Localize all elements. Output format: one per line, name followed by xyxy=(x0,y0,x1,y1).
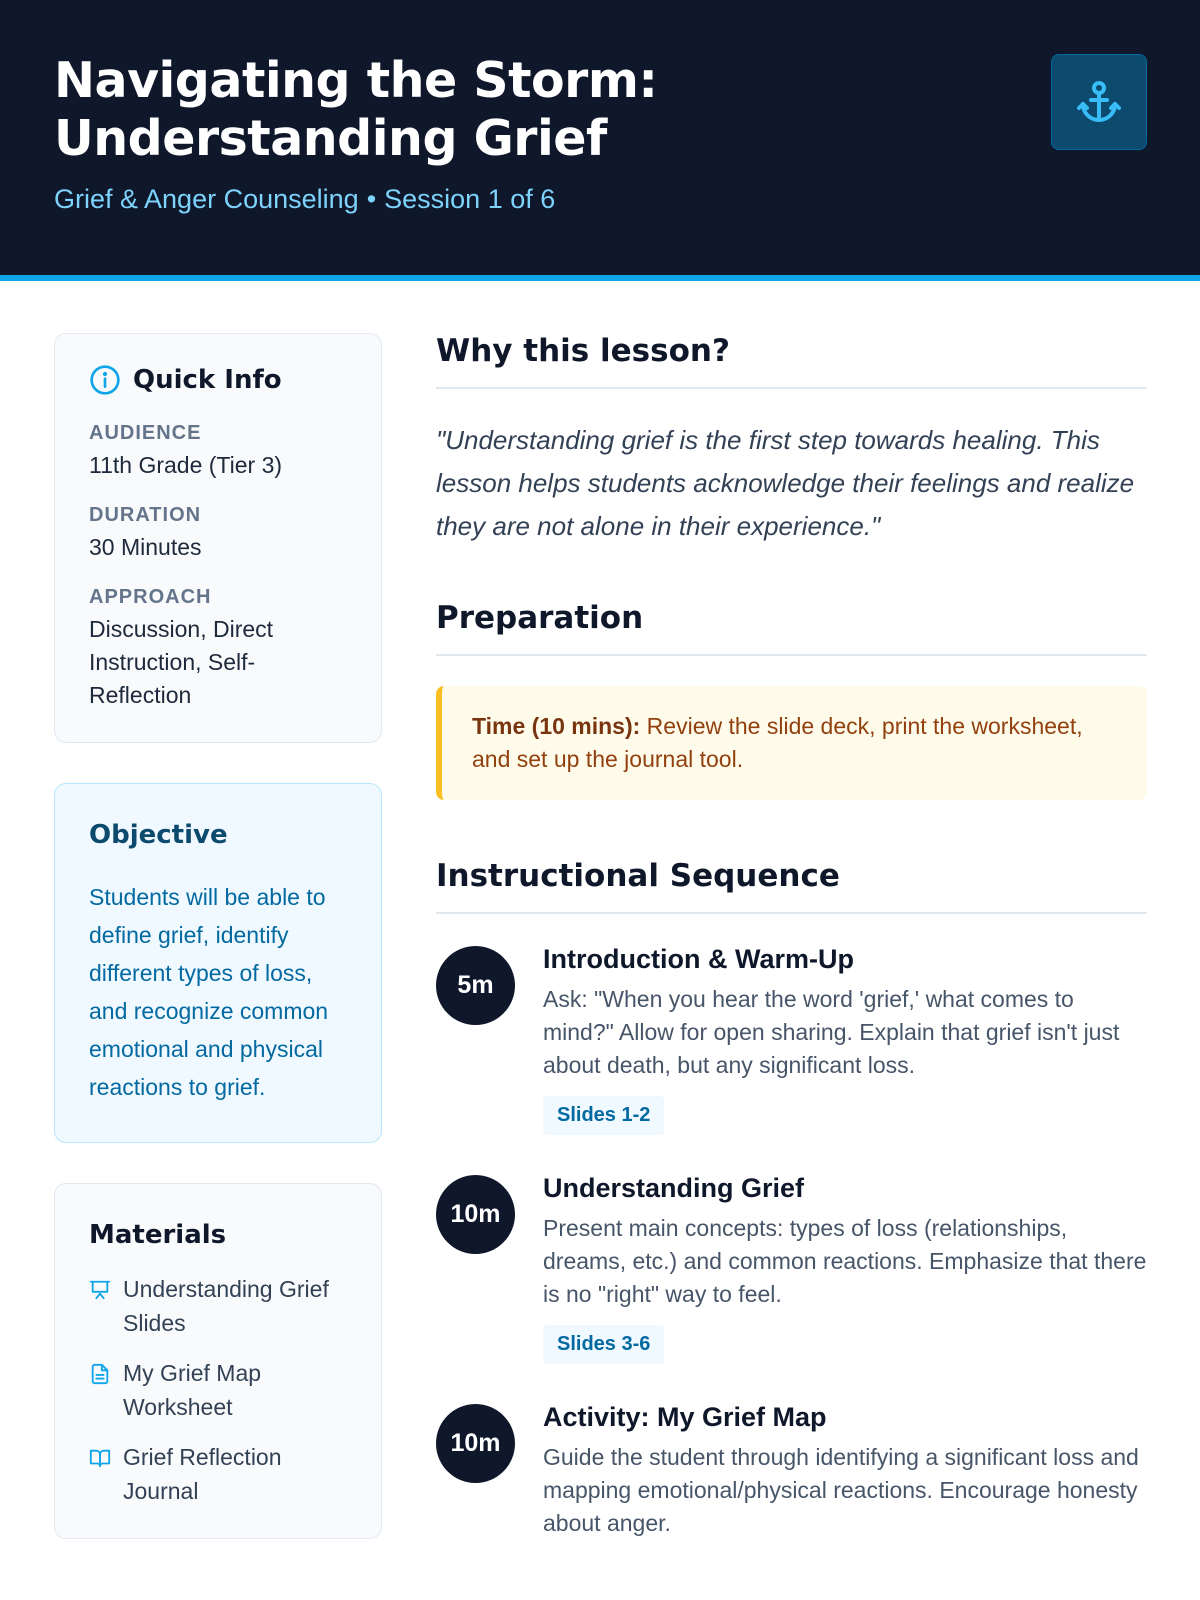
session-number: Session 1 of 6 xyxy=(384,184,556,214)
step-title: Understanding Grief xyxy=(543,1173,805,1203)
why-title: Why this lesson? xyxy=(436,333,1147,389)
material-item-journal[interactable] xyxy=(89,1440,347,1508)
duration-label: DURATION xyxy=(89,504,202,526)
step-duration-badge: 10m xyxy=(436,1175,515,1254)
program-name: Grief & Anger Counseling xyxy=(54,184,359,214)
slides-tag[interactable]: Slides 3-6 xyxy=(543,1325,664,1364)
subtitle-separator: • xyxy=(366,184,377,214)
preparation-section xyxy=(436,600,1147,800)
preparation-text: Review the slide deck, print the worksheet, and set up the journal tool. xyxy=(472,713,1083,772)
material-label: My Grief Map Worksheet xyxy=(123,1360,262,1420)
quick-info-title: Quick Info xyxy=(133,365,282,395)
material-label: Understanding Grief Slides xyxy=(123,1276,329,1336)
approach-label: APPROACH xyxy=(89,586,212,608)
page-header xyxy=(0,0,1200,281)
session-subtitle xyxy=(54,184,555,215)
step-description: Present main concepts: types of loss (relationships, dreams, etc.) and common reactions. Emphasize that there is no "right" way to feel. xyxy=(543,1215,1147,1307)
quick-info-header xyxy=(89,364,347,396)
approach-value: Discussion, Direct Instruction, Self-Reflection xyxy=(89,616,274,708)
objective-text: Students will be able to define grief, identify different types of loss, and recognize common emotional and physical reactions to grief. xyxy=(89,884,329,1100)
sequence-step xyxy=(436,1173,1147,1364)
materials-title: Materials xyxy=(89,1220,227,1250)
presentation-icon xyxy=(89,1279,111,1301)
step-body xyxy=(543,1402,1147,1554)
material-item-worksheet[interactable] xyxy=(89,1356,347,1424)
material-label: Grief Reflection Journal xyxy=(123,1444,282,1504)
objective-card xyxy=(54,783,382,1143)
sequence-title: Instructional Sequence xyxy=(436,858,1147,914)
preparation-title: Preparation xyxy=(436,600,1147,656)
quick-info-card xyxy=(54,333,382,743)
sidebar xyxy=(54,333,382,1579)
sequence-step xyxy=(436,944,1147,1135)
audience-value: 11th Grade (Tier 3) xyxy=(89,452,283,478)
audience-label: AUDIENCE xyxy=(89,422,202,444)
step-description: Guide the student through identifying a significant loss and mapping emotional/physical reactions. Encourage honesty about anger. xyxy=(543,1444,1139,1536)
sequence-section xyxy=(436,858,1147,1554)
preparation-callout xyxy=(436,686,1147,800)
step-description: Ask: "When you hear the word 'grief,' what comes to mind?" Allow for open sharing. Explain that grief isn't just about death, but any significant loss. xyxy=(543,986,1120,1078)
step-body xyxy=(543,1173,1147,1364)
main-content xyxy=(436,333,1147,1592)
sequence-step xyxy=(436,1402,1147,1554)
step-title: Activity: My Grief Map xyxy=(543,1402,827,1432)
info-icon xyxy=(89,364,121,396)
slides-tag[interactable]: Slides 1-2 xyxy=(543,1096,664,1135)
material-item-slides[interactable] xyxy=(89,1272,347,1340)
step-body xyxy=(543,944,1147,1135)
page-title: Navigating the Storm: Understanding Grief xyxy=(54,52,658,167)
anchor-icon xyxy=(1075,78,1123,126)
why-quote: "Understanding grief is the first step towards healing. This lesson helps students acknowledge their feelings and realize they are not alone in their experience." xyxy=(436,425,1135,541)
preparation-time: Time (10 mins): xyxy=(472,713,641,739)
step-title: Introduction & Warm-Up xyxy=(543,944,854,974)
book-open-icon xyxy=(89,1447,111,1469)
anchor-button[interactable] xyxy=(1051,54,1147,150)
step-duration-badge: 5m xyxy=(436,946,515,1025)
duration-value: 30 Minutes xyxy=(89,534,202,560)
why-section xyxy=(436,333,1147,548)
materials-card xyxy=(54,1183,382,1539)
document-icon xyxy=(89,1363,111,1385)
objective-title: Objective xyxy=(89,820,228,850)
step-duration-badge: 10m xyxy=(436,1404,515,1483)
